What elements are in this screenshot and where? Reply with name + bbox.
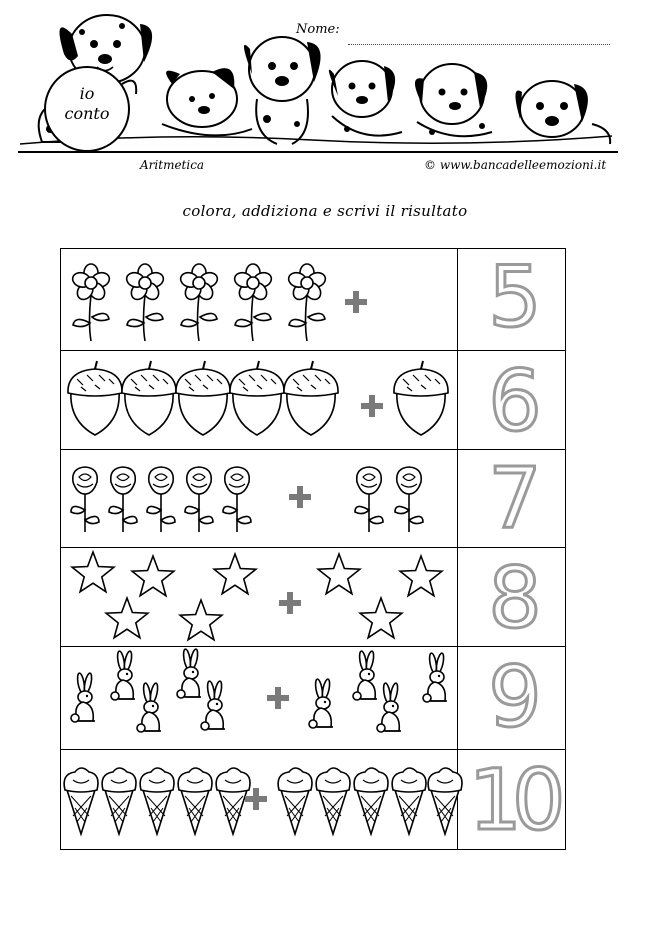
flower-icon: [233, 264, 273, 341]
exercise-row: [61, 548, 565, 647]
exercise-row: [61, 750, 565, 851]
rose-icon: [109, 467, 137, 532]
item-group-left: [65, 367, 455, 437]
bunny-icon: [377, 683, 401, 732]
puppy-icon: [515, 81, 610, 144]
ice-cream-cone-icon: [392, 768, 426, 834]
acorn-icon: [230, 361, 284, 435]
puppy-icon: [162, 68, 252, 135]
plus-sign: [345, 291, 367, 313]
item-group-left: [65, 552, 455, 644]
exercise-grid: [60, 248, 566, 850]
subject-label: Aritmetica: [140, 158, 205, 172]
rose-icon: [147, 467, 175, 532]
name-label: Nome:: [296, 22, 340, 37]
star-icon: [180, 600, 222, 640]
bunny-icon: [423, 653, 447, 702]
answer-number[interactable]: 7: [488, 449, 536, 547]
bunny-icon: [111, 651, 135, 700]
rose-icon: [355, 467, 383, 532]
acorn-icon: [284, 361, 338, 435]
bunny-icon: [201, 681, 225, 730]
exercise-row: [61, 351, 565, 450]
ice-cream-cone-icon: [316, 768, 350, 834]
ice-cream-cone-icon: [278, 768, 312, 834]
answer-number[interactable]: 8: [488, 549, 536, 647]
answer-number[interactable]: 5: [488, 248, 536, 346]
star-icon: [318, 554, 360, 594]
star-icon: [132, 556, 174, 596]
plus-sign: [289, 486, 311, 508]
ice-cream-cone-icon: [102, 768, 136, 834]
acorn-icon: [68, 361, 122, 435]
bunny-icon: [309, 679, 333, 728]
plus-sign: [267, 687, 289, 709]
ice-cream-cone-icon: [428, 768, 462, 834]
plus-sign: [245, 788, 267, 810]
copyright-text: © www.bancadelleemozioni.it: [424, 158, 607, 172]
rose-icon: [71, 467, 99, 532]
answer-number[interactable]: 9: [488, 648, 536, 746]
header-divider: [18, 151, 618, 153]
bunny-icon: [137, 683, 161, 732]
badge-label-bottom: conto: [64, 104, 110, 123]
star-icon: [400, 556, 442, 596]
bunny-icon: [71, 673, 95, 722]
acorn-icon: [122, 361, 176, 435]
star-icon: [72, 552, 114, 592]
ice-cream-cone-icon: [64, 768, 98, 834]
exercise-row: [61, 647, 565, 750]
flower-icon: [71, 264, 111, 341]
flower-icon: [287, 264, 327, 341]
bunny-icon: [177, 649, 201, 698]
rose-icon: [185, 467, 213, 532]
item-group-left: [67, 653, 457, 745]
name-field[interactable]: [348, 44, 610, 45]
puppy-icon: [329, 61, 402, 136]
flower-icon: [125, 264, 165, 341]
puppy-icon: [415, 64, 492, 136]
star-icon: [214, 554, 256, 594]
flower-icon: [179, 264, 219, 341]
rose-icon: [223, 467, 251, 532]
puppy-icon: [244, 37, 321, 144]
badge-label-top: io: [79, 84, 95, 103]
star-icon: [360, 598, 402, 638]
ice-cream-cone-icon: [140, 768, 174, 834]
ice-cream-cone-icon: [354, 768, 388, 834]
bunny-icon: [353, 651, 377, 700]
exercise-row: [61, 249, 565, 351]
acorn-icon: [394, 361, 448, 435]
rose-icon: [395, 467, 423, 532]
plus-sign: [279, 592, 301, 614]
plus-sign: [361, 395, 383, 417]
answer-number[interactable]: 10: [468, 751, 556, 849]
star-icon: [106, 598, 148, 638]
answer-number[interactable]: 6: [488, 352, 536, 450]
item-group-left: [67, 466, 427, 536]
exercise-row: [61, 450, 565, 548]
acorn-icon: [176, 361, 230, 435]
ice-cream-cone-icon: [178, 768, 212, 834]
instruction-title: colora, addiziona e scrivi il risultato: [182, 202, 468, 220]
